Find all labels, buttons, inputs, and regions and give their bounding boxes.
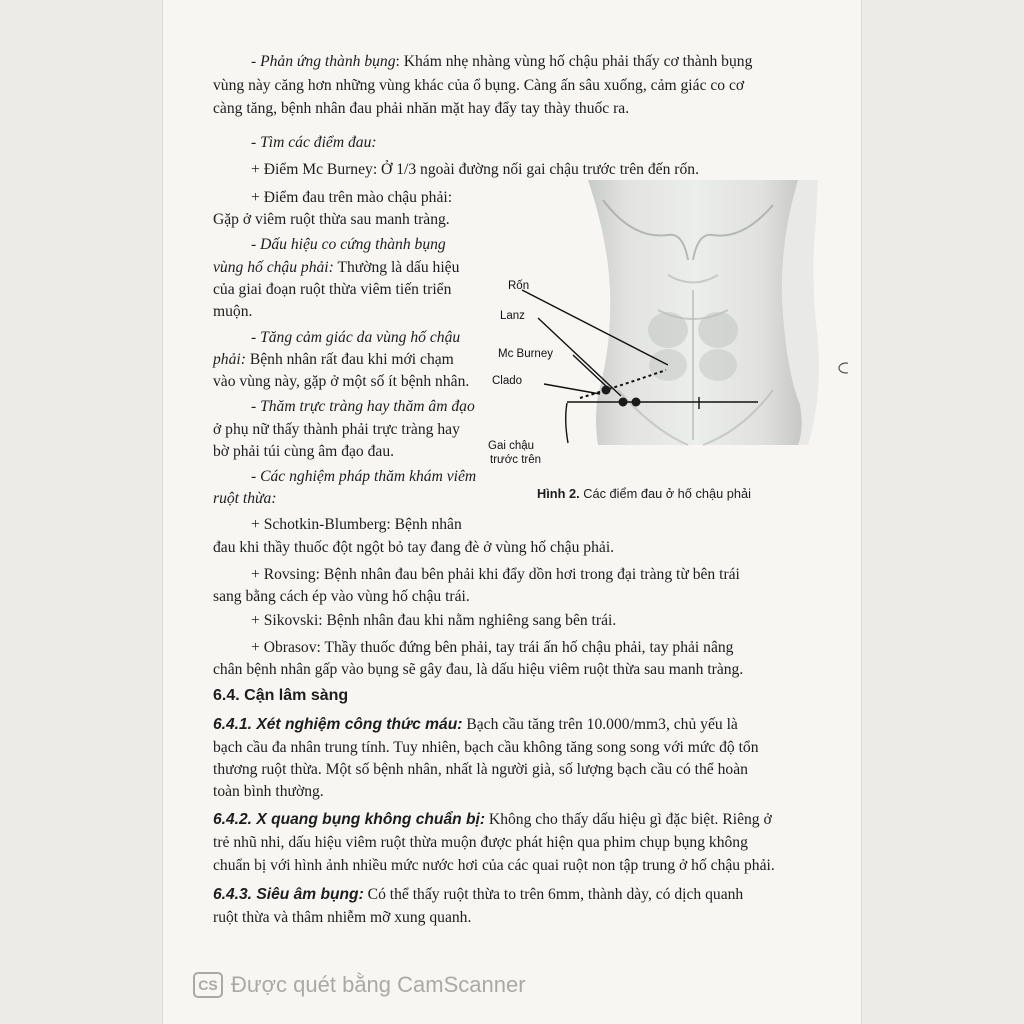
text-line: muộn.	[213, 303, 253, 320]
caption-text: Các điểm đau ở hố chậu phải	[579, 486, 751, 501]
text: Thường là dấu hiệu	[333, 259, 460, 276]
abdomen-illustration	[518, 180, 848, 480]
text: Có thể thấy ruột thừa to trên 6mm, thành dày, có dịch quanh	[363, 886, 744, 903]
label-lanz: Lanz	[500, 310, 525, 322]
text: Không cho thấy dấu hiệu gì đặc biệt. Riêng ở	[485, 811, 772, 828]
figure-pain-points	[488, 180, 848, 510]
term-label: vùng hố chậu phải:	[213, 259, 334, 276]
term-label: - Tăng cảm giác da vùng hố chậu	[251, 329, 461, 346]
text-line	[213, 350, 454, 370]
text-line: sang bằng cách ép vào vùng hố chậu trái.	[213, 588, 470, 605]
text-line	[213, 258, 459, 278]
text-line: Gặp ở viêm ruột thừa sau manh tràng.	[213, 211, 450, 228]
text-line	[213, 810, 772, 830]
text-line: càng tăng, bệnh nhân đau phải nhăn mặt hay đẩy tay thày thuốc ra.	[213, 100, 630, 117]
text: Bệnh nhân rất đau khi mới chạm	[245, 351, 454, 368]
caption-number: Hình 2.	[537, 486, 580, 501]
leader-gai-chau	[566, 403, 568, 443]
subsection-heading: 6.4.3. Siêu âm bụng:	[213, 886, 364, 903]
text-line	[251, 52, 752, 72]
label-clado: Clado	[492, 375, 523, 387]
point-clado	[632, 398, 641, 407]
term-label: - Tìm các điểm đau:	[251, 134, 377, 151]
text-line: vào vùng này, gặp ở một số ít bệnh nhân.	[213, 373, 470, 390]
text-line	[213, 885, 743, 905]
text-line: ruột thừa và thâm nhiễm mỡ xung quanh.	[213, 909, 472, 926]
label-mcburney: Mc Burney	[498, 348, 553, 360]
text-line: ở phụ nữ thấy thành phải trực tràng hay	[213, 421, 460, 438]
term-label: ruột thừa:	[213, 490, 277, 507]
label-gai-chau-1: Gai chậu	[488, 440, 535, 452]
leader-mcburney	[573, 355, 606, 386]
text-line: + Obrasov: Thầy thuốc đứng bên phải, tay trái ấn hố chậu phải, tay phải nâng	[251, 639, 734, 656]
text-line	[213, 715, 738, 735]
text-line: + Điểm Mc Burney: Ở 1/3 ngoài đường nối gai chậu trước trên đến rốn.	[251, 161, 699, 178]
term-label: - Phản ứng thành bụng	[251, 53, 396, 70]
text-line: toàn bình thường.	[213, 783, 324, 800]
text-line: đau khi thầy thuốc đột ngột bỏ tay đang đè ở vùng hố chậu phải.	[213, 539, 615, 556]
leader-clado	[544, 384, 600, 394]
term-label: - Thăm trực tràng hay thăm âm đạo	[251, 398, 475, 415]
text-line: vùng này căng hơn những vùng khác của ổ bụng. Càng ấn sâu xuống, cảm giác co cơ	[213, 77, 745, 94]
book-page	[163, 0, 861, 1024]
text-line: + Schotkin-Blumberg: Bệnh nhân	[251, 516, 462, 533]
section-title: 6.4. Cận lâm sàng	[213, 687, 349, 704]
label-ron: Rốn	[508, 280, 530, 292]
text: Bạch cầu tăng trên 10.000/mm3, chủ yếu là	[462, 716, 738, 733]
subsection-heading: 6.4.1. Xét nghiệm công thức máu:	[213, 716, 463, 733]
term-label: phải:	[213, 351, 246, 368]
text-line: thương ruột thừa. Một số bệnh nhân, nhất là người già, số lượng bạch cầu có thể hoàn	[213, 761, 748, 778]
label-gai-chau-2: trước trên	[490, 454, 542, 466]
text-line: bạch cầu đa nhân trung tính. Tuy nhiên, bạch cầu không tăng song song với mức độ tổn	[213, 739, 759, 756]
term-label: - Dấu hiệu co cứng thành bụng	[251, 236, 446, 253]
term-label: - Các nghiệm pháp thăm khám viêm	[251, 468, 477, 485]
subsection-heading: 6.4.2. X quang bụng không chuẩn bị:	[213, 811, 486, 828]
text-line: của giai đoạn ruột thừa viêm tiến triển	[213, 281, 452, 298]
text-line: trẻ nhũ nhi, dấu hiệu viêm ruột thừa muộn được phát hiện qua phim chụp bụng không	[213, 834, 748, 851]
text-line: + Điểm đau trên mào chậu phải:	[251, 189, 453, 206]
camscanner-watermark	[193, 970, 526, 1000]
text: : Khám nhẹ nhàng vùng hố chậu phải thấy cơ thành bụng	[395, 53, 753, 70]
figure-caption	[537, 486, 751, 501]
text-line: + Rovsing: Bệnh nhân đau bên phải khi đẩy dồn hơi trong đại tràng từ bên trái	[251, 566, 740, 583]
point-mcburney	[602, 386, 611, 395]
camscanner-logo-icon: CS	[193, 972, 223, 998]
watermark-text: Được quét bằng CamScanner	[231, 972, 526, 997]
text-line: chân bệnh nhân gấp vào bụng sẽ gây đau, là dấu hiệu viêm ruột thừa sau manh tràng.	[213, 661, 744, 678]
text-line: chuẩn bị với hình ảnh nhiều mức nước hơi của các quai ruột non tập trung ở hố chậu phải.	[213, 857, 775, 874]
text-line: bờ phải túi cùng âm đạo đau.	[213, 443, 395, 460]
text-line: + Sikovski: Bệnh nhân đau khi nằm nghiêng sang bên trái.	[251, 612, 617, 629]
point-lanz	[619, 398, 628, 407]
